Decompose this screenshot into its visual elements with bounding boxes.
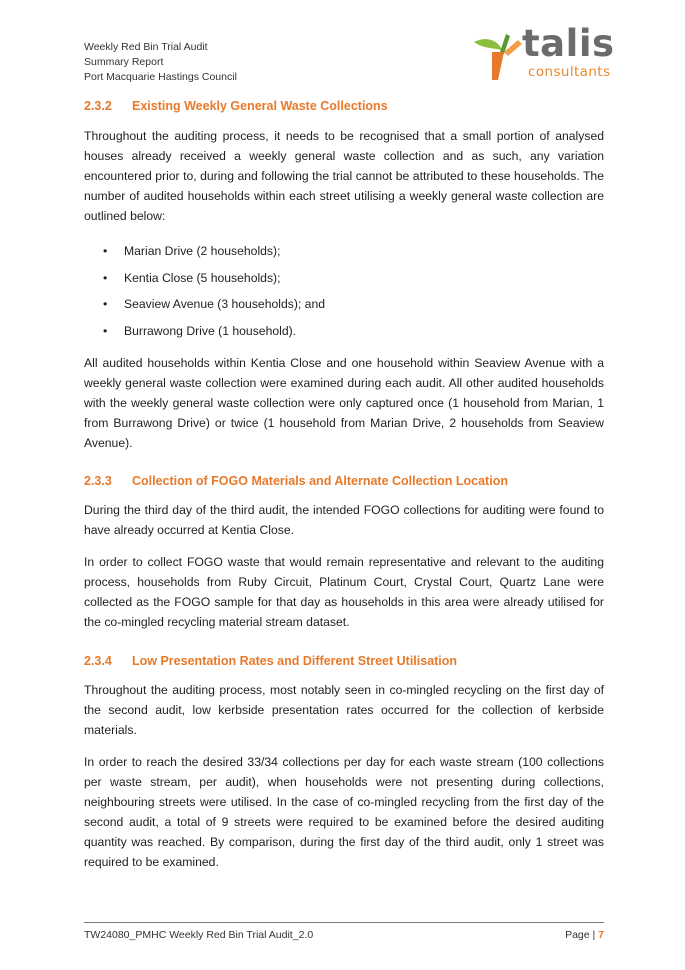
section-heading [84, 99, 604, 113]
header-subtitle: Summary Report [84, 56, 164, 68]
page-number [565, 929, 604, 941]
section-heading [84, 654, 604, 668]
bullet-icon: • [103, 270, 108, 285]
paragraph: Throughout the auditing process, it needs to be recognised that a small portion of analysed houses already received a weekly general waste collection and as such, any variation encountered prior to, during and following the trial cannot be attributed to these households. The number of audited households within each street utilising a weekly general waste collection are outlined below: [84, 129, 604, 223]
header-organisation: Port Macquarie Hastings Council [84, 71, 237, 83]
bullet-icon: • [103, 244, 108, 258]
section-title: Existing Weekly General Waste Collections [132, 99, 388, 113]
list-item [84, 294, 604, 321]
document-body [84, 92, 604, 872]
bullet-icon: • [103, 297, 108, 311]
section-number: 2.3.4 [84, 654, 112, 668]
list-item-text: Seaview Avenue (3 households); and [124, 297, 326, 311]
document-footer [84, 922, 604, 941]
section-title: Collection of FOGO Materials and Alternate Collection Location [132, 474, 508, 488]
list-item [84, 321, 604, 348]
list-item-text: Burrawong Drive (1 household). [124, 323, 297, 338]
list-item-text: Marian Drive (2 households); [124, 244, 281, 258]
paragraph: All audited households within Kentia Close and one household within Seaview Avenue with a weekly general waste collection were examined during each audit. All other audited households with the weekly general waste collection were only captured once (1 household from Marian, 1 from Burrawong Drive) or twice (1 household from Marian Drive, 2 households from Seaview Avenue). [84, 356, 604, 450]
bullet-icon: • [103, 323, 108, 338]
talis-logo [470, 22, 615, 82]
paragraph: During the third day of the third audit, the intended FOGO collections for auditing were found to have already occurred at Kentia Close. [84, 503, 604, 537]
logo-wordmark: talis [522, 22, 615, 65]
list-item [84, 268, 604, 295]
page-number-value: 7 [598, 929, 604, 941]
paragraph: In order to collect FOGO waste that would remain representative and relevant to the auditing process, households from Ruby Circuit, Platinum Court, Crystal Court, Quartz Lane were collected as the FOGO sample for that day as households in this area were already utilised for the co-mingled recycling material stream dataset. [84, 555, 604, 629]
document-header [84, 40, 237, 85]
footer-document-id: TW24080_PMHC Weekly Red Bin Trial Audit_2.0 [84, 929, 314, 941]
section-heading [84, 474, 604, 488]
section-number: 2.3.3 [84, 474, 112, 488]
bullet-list [84, 241, 604, 347]
paragraph: In order to reach the desired 33/34 collections per day for each waste stream (100 collections per waste stream, per audit), when households were not presenting during collections, neighbouring streets were utilised. In the case of co-mingled recycling from the first day of the second audit, a total of 9 streets were required to be examined before the desired auditing quantity was reached. By comparison, during the first day of the third audit, only 1 street was required to be examined. [84, 755, 604, 869]
list-item [84, 241, 604, 268]
leaf-icon [470, 30, 526, 82]
page-label: Page | [565, 929, 596, 941]
section-title: Low Presentation Rates and Different Street Utilisation [132, 654, 458, 668]
logo-subtext: consultants [528, 64, 611, 80]
header-title: Weekly Red Bin Trial Audit [84, 41, 208, 53]
section-number: 2.3.2 [84, 99, 112, 113]
list-item-text: Kentia Close (5 households); [124, 270, 281, 285]
paragraph: Throughout the auditing process, most notably seen in co-mingled recycling on the first day of the second audit, low kerbside presentation rates occurred for the collection of kerbside materials. [84, 683, 604, 737]
